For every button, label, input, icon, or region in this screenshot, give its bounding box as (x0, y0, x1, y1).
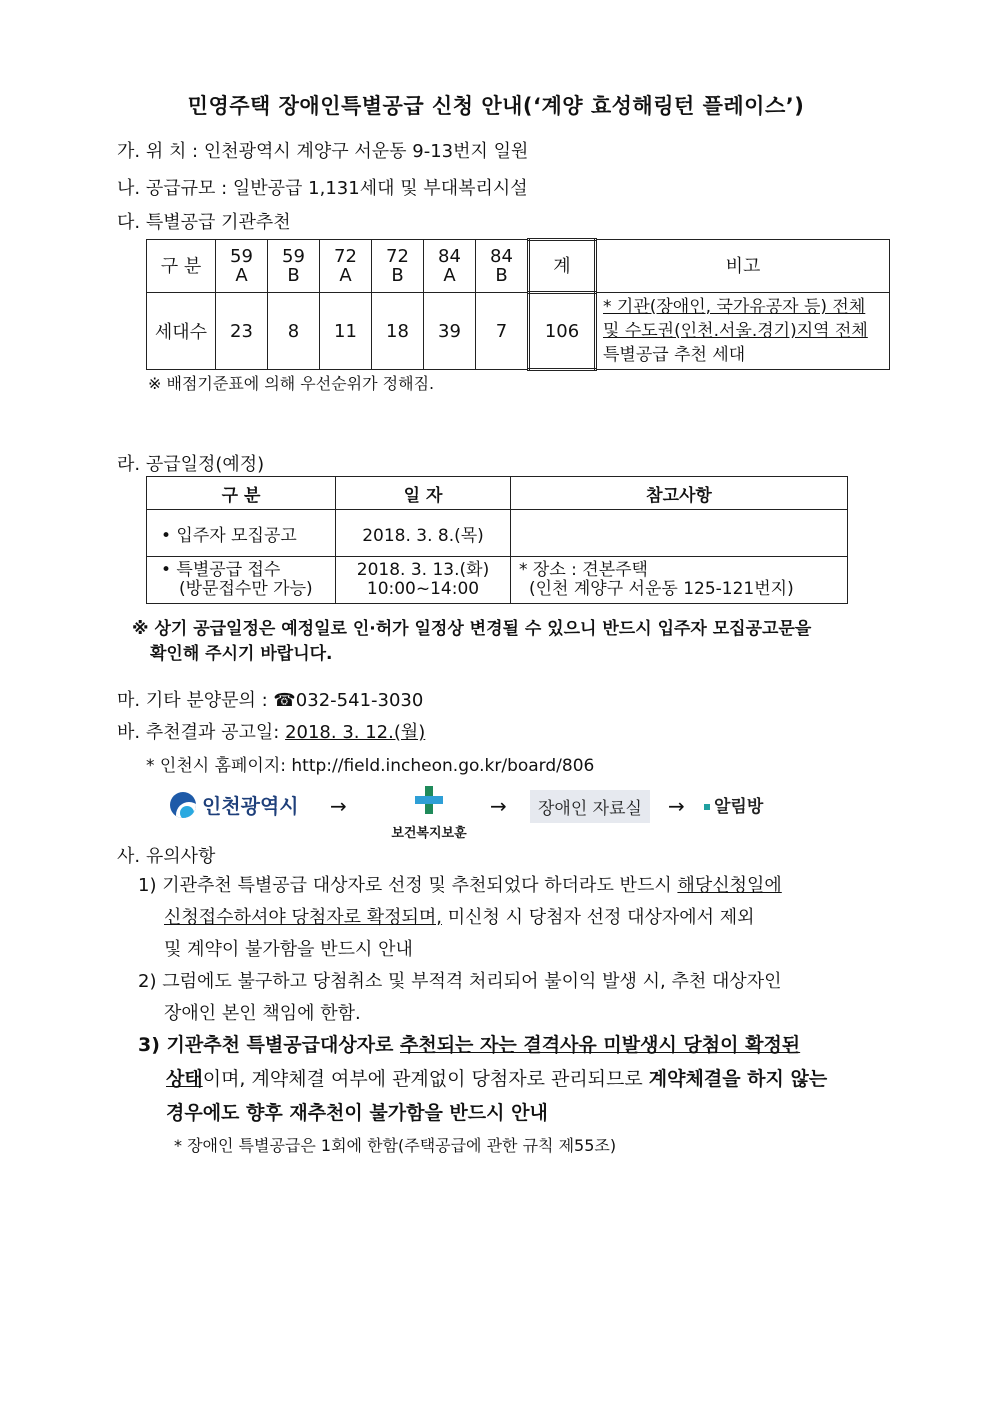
row-label: 세대수 (147, 293, 216, 370)
table-cell: 18 (372, 293, 424, 370)
bullet-icon (704, 804, 710, 810)
schedule-heading: 라. 공급일정(예정) (117, 454, 265, 475)
data-room-menu: 장애인 자료실 (530, 790, 650, 823)
result-date-value: 2018. 3. 12.(월) (285, 722, 426, 743)
cell-line: (인천 계양구 서운동 125-121번지) (529, 579, 794, 599)
table-footnote: ※ 배점기준표에 의해 우선순위가 정해짐. (148, 374, 435, 393)
precaution-item-2 (138, 966, 782, 1030)
table-row (147, 557, 848, 604)
schedule-table (146, 476, 848, 604)
table-cell (336, 557, 511, 604)
item-line: 및 계약이 불가함을 반드시 안내 (164, 939, 413, 960)
header-cell (147, 240, 216, 293)
table-cell: • 입주자 모집공고 (147, 510, 336, 557)
table-cell: 2018. 3. 8.(목) (336, 510, 511, 557)
item-line (138, 902, 782, 934)
arrow-right-icon: → (330, 794, 347, 818)
supply-scale-line: 나. 공급규모 : 일반공급 1,131세대 및 부대복리시설 (117, 178, 528, 199)
header-cell-total: 계 (529, 240, 596, 293)
item-text-underlined: 해당신청일에 (677, 875, 782, 896)
table-row (147, 510, 848, 557)
table-cell (147, 557, 336, 604)
header-cell: 72 A (320, 240, 372, 293)
result-date-label: 바. 추천결과 공고일: (117, 722, 286, 743)
header-cell: 84 B (476, 240, 529, 293)
header-cell: 일 자 (336, 477, 511, 510)
health-cross-icon (415, 786, 443, 814)
navigation-path (170, 786, 790, 841)
precaution-item-3 (138, 1028, 827, 1130)
cell-line: 2018. 3. 13.(화) (356, 560, 490, 580)
item-text-bold: 계약체결을 하지 않는 (648, 1068, 828, 1090)
remarks-line: * 기관(장애인, 국가유공자 등) 전체 (603, 297, 866, 317)
table-header-row (147, 240, 890, 293)
incheon-logo-icon (170, 792, 196, 818)
item-line (138, 870, 782, 902)
cell-line: • 특별공급 접수 (161, 560, 281, 580)
remarks-line: 특별공급 추천 세대 (603, 345, 746, 365)
page-title: 민영주택 장애인특별공급 신청 안내(‘계양 효성해링턴 플레이스’) (187, 94, 805, 118)
notice-board-label: 알림방 (714, 797, 764, 817)
header-label: 구 분 (160, 255, 202, 277)
cell-line: * 장소 : 견본주택 (519, 560, 648, 580)
cell-line: (방문접수만 가능) (179, 579, 313, 599)
cell-line: 10:00~14:00 (366, 579, 480, 599)
remarks-line: 및 수도권(인천.서울.경기)지역 전체 (603, 321, 868, 341)
header-cell: 구 분 (147, 477, 336, 510)
item-line: 장애인 본인 책임에 한함. (164, 1003, 361, 1024)
table-cell-total: 106 (529, 293, 596, 370)
header-cell: 84 A (424, 240, 476, 293)
header-cell-remarks: 비고 (596, 240, 890, 293)
header-cell: 참고사항 (511, 477, 848, 510)
table-row (147, 293, 890, 370)
item-line (138, 1062, 827, 1096)
notice-board-menu (704, 792, 763, 817)
item-line: 경우에도 향후 재추천이 불가함을 반드시 안내 (166, 1102, 548, 1124)
precautions-heading: 사. 유의사항 (117, 846, 216, 867)
incheon-logo-text: 인천광역시 (202, 794, 299, 818)
header-cell: 59 B (268, 240, 320, 293)
arrow-right-icon: → (668, 794, 685, 818)
item-text: 이며, 계약체결 여부에 관계없이 당첨자로 관리되므로 (202, 1068, 649, 1090)
table-cell: 11 (320, 293, 372, 370)
remarks-cell (596, 293, 890, 370)
schedule-notice: ※ 상기 공급일정은 예정일로 인·허가 일정상 변경될 수 있으니 반드시 입주자 모집공고문을 (132, 619, 812, 639)
arrow-right-icon: → (490, 794, 507, 818)
item-text-underlined: 신청접수하셔야 당첨자로 확정되며, (164, 907, 442, 928)
allocation-table (146, 238, 890, 371)
item-text-underlined: 추천되는 자는 결격사유 미발생시 당첨이 확정된 (400, 1034, 801, 1056)
homepage-line: * 인천시 홈페이지: http://field.incheon.go.kr/board/806 (146, 756, 595, 776)
item-line: 2) 그럼에도 불구하고 당첨취소 및 부적격 처리되어 불이익 발생 시, 추천 대상자인 (138, 971, 782, 992)
location-line: 가. 위 치 : 인천광역시 계양구 서운동 9-13번지 일원 (117, 141, 529, 162)
health-welfare-label: 보건복지보훈 (391, 826, 467, 841)
health-welfare-menu (384, 786, 474, 841)
inquiry-line: 마. 기타 분양문의 : ☎032-541-3030 (117, 690, 424, 711)
header-cell: 72 B (372, 240, 424, 293)
item-line (138, 1028, 827, 1062)
item-text: 미신청 시 당첨자 선정 대상자에서 제외 (441, 907, 755, 928)
table-cell: 8 (268, 293, 320, 370)
table-cell (511, 510, 848, 557)
item-text: 1) 기관추천 특별공급 대상자로 선정 및 추천되었다 하더라도 반드시 (138, 875, 678, 896)
item-text: 3) 기관추천 특별공급대상자로 (138, 1034, 400, 1056)
table-header-row (147, 477, 848, 510)
item3-footnote: * 장애인 특별공급은 1회에 한함(주택공급에 관한 규칙 제55조) (174, 1136, 617, 1155)
table-cell: 7 (476, 293, 529, 370)
item-text-underlined: 상태 (166, 1068, 203, 1090)
special-supply-heading: 다. 특별공급 기관추천 (117, 212, 291, 233)
schedule-notice-cont: 확인해 주시기 바랍니다. (150, 644, 333, 664)
incheon-logo (170, 790, 299, 819)
precaution-item-1 (138, 870, 782, 966)
result-date-line (117, 718, 425, 744)
table-cell: 23 (216, 293, 268, 370)
table-cell (511, 557, 848, 604)
table-cell: 39 (424, 293, 476, 370)
header-cell: 59 A (216, 240, 268, 293)
